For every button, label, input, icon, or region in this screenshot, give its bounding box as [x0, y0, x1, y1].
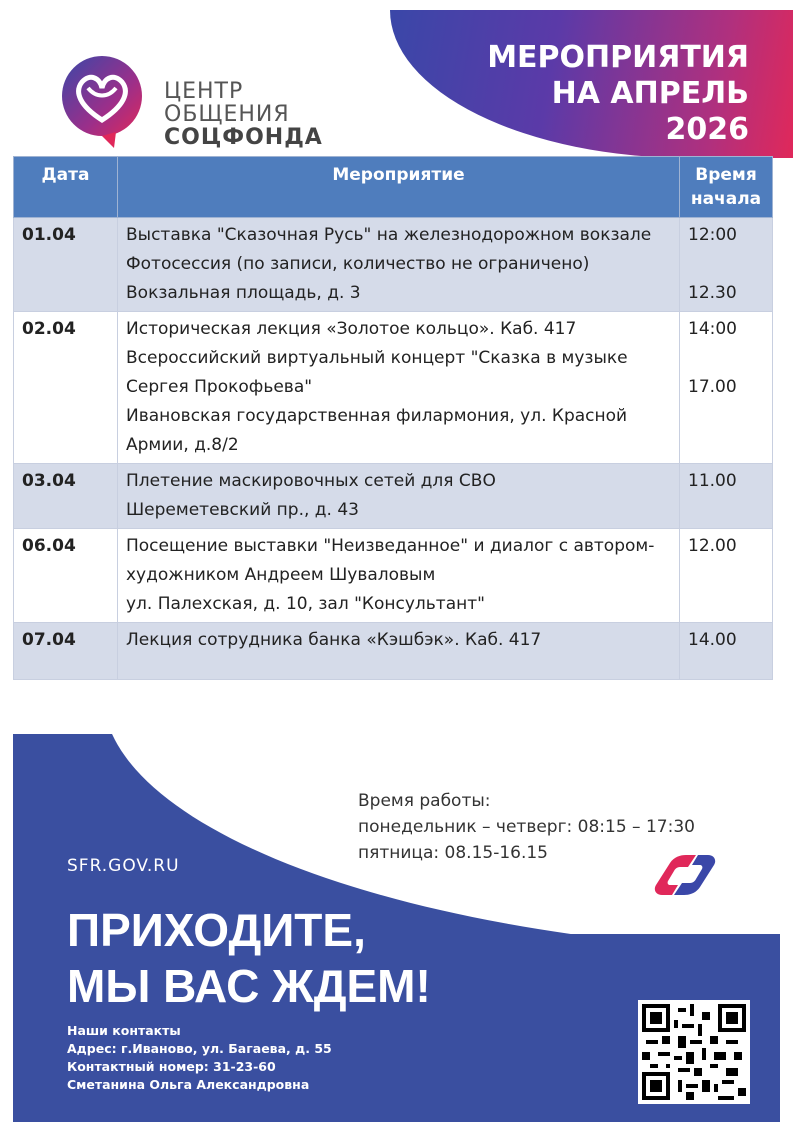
- row-event: [118, 312, 680, 464]
- row-time: [680, 312, 773, 464]
- contacts-person: Сметанина Ольга Александровна: [67, 1077, 310, 1092]
- time-value: 11.00: [688, 471, 737, 491]
- hours-weekdays: понедельник – четверг: 08:15 – 17:30: [358, 817, 695, 837]
- org-line-2: ОБЩЕНИЯ: [164, 102, 290, 127]
- row-event: [118, 623, 680, 680]
- event-line: Фотосессия (по записи, количество не ограничено): [126, 254, 590, 274]
- row-date: 06.04: [14, 529, 118, 623]
- time-value: 17.00: [688, 377, 737, 397]
- table-row: [14, 529, 773, 623]
- row-time: [680, 529, 773, 623]
- table-row: [14, 623, 773, 680]
- time-value: 12:00: [688, 225, 737, 245]
- event-line: Выставка "Сказочная Русь" на железнодорожном вокзале: [126, 225, 652, 245]
- working-hours: [358, 788, 695, 866]
- contacts-block: [67, 1022, 332, 1094]
- table-header-row: [14, 157, 773, 218]
- event-line: Всероссийский виртуальный концерт "Сказка в музыке Сергея Прокофьева": [126, 348, 628, 397]
- row-date: 01.04: [14, 218, 118, 312]
- time-value: 12.00: [688, 536, 737, 556]
- table-row: [14, 218, 773, 312]
- org-line-3: СОЦФОНДА: [164, 125, 323, 150]
- header-date: Дата: [14, 157, 118, 218]
- event-line: Вокзальная площадь, д. 3: [126, 283, 361, 303]
- event-line: Шереметевский пр., д. 43: [126, 500, 359, 520]
- hours-friday: пятница: 08.15-16.15: [358, 843, 548, 863]
- time-value: 14.00: [688, 630, 737, 650]
- site-link[interactable]: SFR.GOV.RU: [67, 856, 180, 876]
- event-line: Плетение маскировочных сетей для СВО: [126, 471, 496, 491]
- org-name: [164, 80, 323, 149]
- row-event: [118, 464, 680, 529]
- event-line: Посещение выставки "Неизведанное" и диалог с автором-художником Андреем Шуваловым: [126, 536, 655, 585]
- row-time: [680, 464, 773, 529]
- hours-title: Время работы:: [358, 791, 491, 811]
- row-event: [118, 218, 680, 312]
- event-line: Лекция сотрудника банка «Кэшбэк». Каб. 417: [126, 630, 542, 650]
- slogan: ПРИХОДИТЕ, МЫ ВАС ЖДЕМ!: [67, 904, 431, 1012]
- time-value: 12.30: [688, 283, 737, 303]
- row-date: 03.04: [14, 464, 118, 529]
- page-title: МЕРОПРИЯТИЯ НА АПРЕЛЬ 2026: [487, 40, 749, 147]
- contacts-title: Наши контакты: [67, 1023, 181, 1038]
- contacts-phone: Контактный номер: 31-23-60: [67, 1059, 276, 1074]
- heart-logo-icon: [52, 48, 152, 148]
- event-line: ул. Палехская, д. 10, зал "Консультант": [126, 594, 485, 614]
- row-time: [680, 218, 773, 312]
- events-table: [13, 156, 773, 680]
- table-row: [14, 312, 773, 464]
- row-event: [118, 529, 680, 623]
- time-value: 14:00: [688, 319, 737, 339]
- contacts-address: Адрес: г.Иваново, ул. Багаева, д. 55: [67, 1041, 332, 1056]
- event-line: Ивановская государственная филармония, ул. Красной Армии, д.8/2: [126, 406, 628, 455]
- qr-code-icon[interactable]: [638, 1000, 750, 1104]
- sfr-logo-icon: [650, 845, 720, 905]
- row-date: 02.04: [14, 312, 118, 464]
- org-line-1: ЦЕНТР: [164, 79, 244, 104]
- row-date: 07.04: [14, 623, 118, 680]
- row-time: [680, 623, 773, 680]
- table-row: [14, 464, 773, 529]
- event-line: Историческая лекция «Золотое кольцо». Каб. 417: [126, 319, 577, 339]
- header-event: Мероприятие: [118, 157, 680, 218]
- header-time: Время начала: [680, 157, 773, 218]
